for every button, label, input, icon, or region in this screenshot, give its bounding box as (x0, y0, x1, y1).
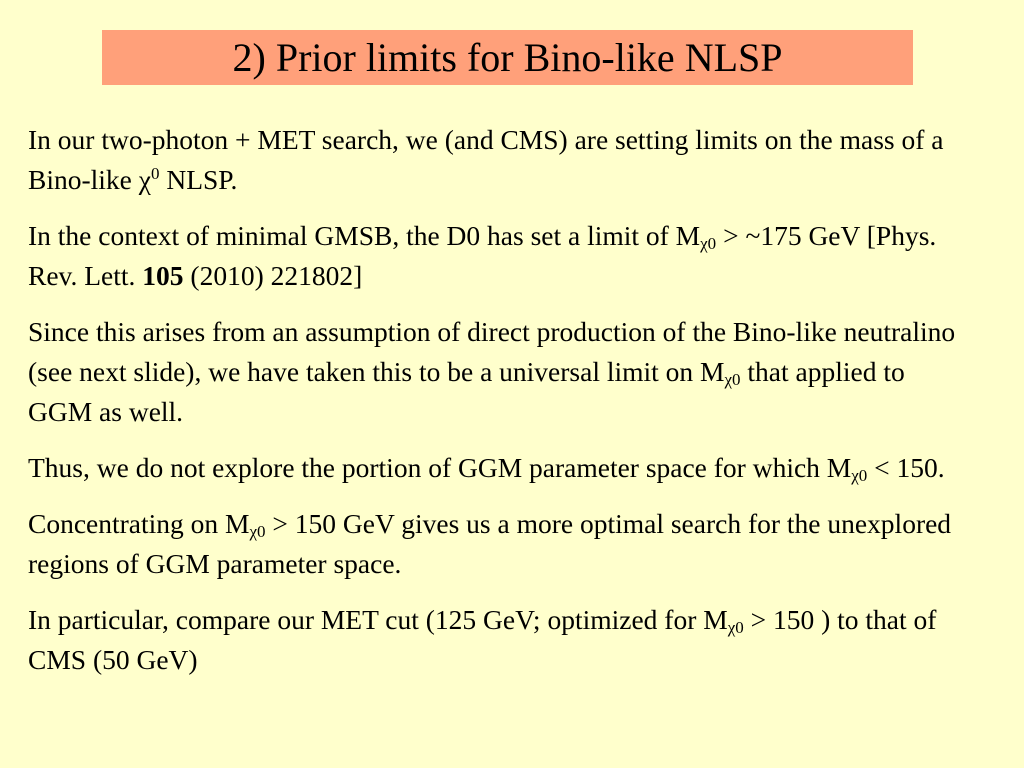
text-segment: Since this arises from an assumption of direct production of the Bino-like neutralino (see next slide), we have taken this to be a universal limit on M (28, 316, 956, 387)
paragraph-met-cut (28, 600, 958, 680)
paragraph-d0-limit (28, 216, 958, 296)
superscript: 0 (150, 164, 160, 183)
text-segment: > 150 GeV gives us a more optimal search for the unexplored regions of GGM parameter space. (28, 508, 952, 579)
text-segment: that applied to GGM as well. (28, 356, 905, 427)
slide-body (28, 120, 958, 696)
text-segment: NLSP. (159, 164, 238, 195)
text-segment: < 150. (867, 452, 945, 483)
text-segment: > ~175 GeV [Phys. Rev. Lett. (28, 220, 937, 291)
subscript: χ0 (700, 234, 717, 253)
paragraph-universal-limit (28, 312, 958, 432)
subscript: χ0 (249, 522, 266, 541)
text-segment: In the context of minimal GMSB, the D0 has set a limit of M (28, 220, 701, 251)
title-banner (102, 30, 913, 85)
subscript: χ0 (727, 618, 744, 637)
chi-symbol: χ (138, 164, 151, 195)
paragraph-parameter-space (28, 448, 958, 488)
paragraph-two-photon-search (28, 120, 958, 200)
slide-title: 2) Prior limits for Bino-like NLSP (232, 34, 783, 80)
subscript: χ0 (724, 370, 741, 389)
text-segment: Concentrating on M (28, 508, 250, 539)
text-segment: In our two-photon + MET search, we (and CMS) are setting limits on the mass of a Bino-like (28, 124, 944, 195)
text-segment: Thus, we do not explore the portion of GGM parameter space for which M (28, 452, 852, 483)
text-segment: In particular, compare our MET cut (125 GeV; optimized for M (28, 604, 728, 635)
subscript: χ0 (851, 466, 868, 485)
text-segment: > 150 ) to that of CMS (50 GeV) (28, 604, 937, 675)
paragraph-optimal-search (28, 504, 958, 584)
volume-number: 105 (142, 260, 184, 291)
text-segment: (2010) 221802] (183, 260, 363, 291)
